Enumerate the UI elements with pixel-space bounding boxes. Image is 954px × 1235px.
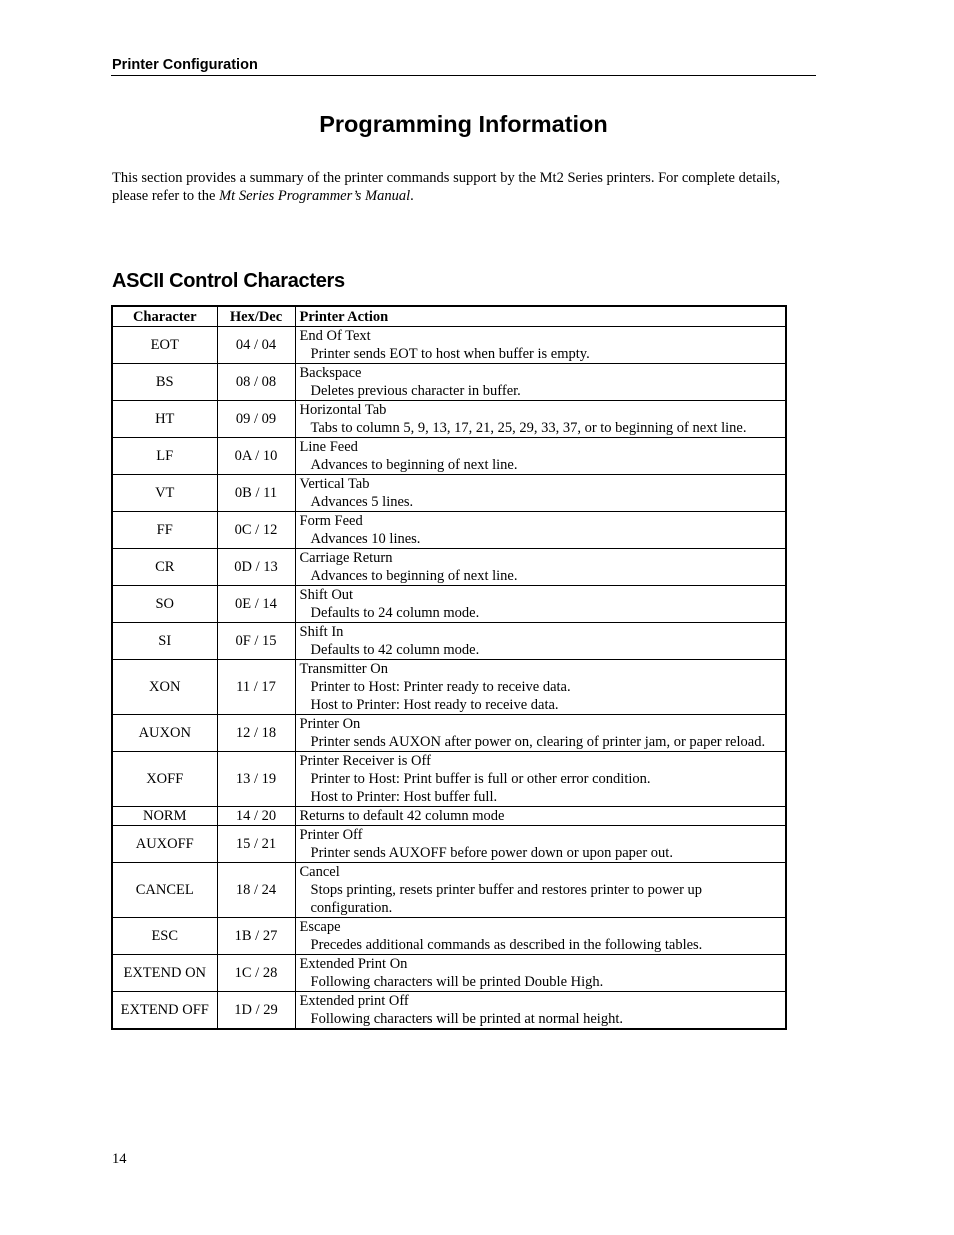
cell-action: [295, 826, 786, 863]
cell-character: SI: [112, 623, 217, 660]
action-description: Host to Printer: Host buffer full.: [310, 789, 498, 805]
cell-action: [295, 715, 786, 752]
table-body: [112, 327, 786, 1030]
table-row: [112, 826, 786, 863]
cell-action: [295, 549, 786, 586]
cell-action: [295, 752, 786, 807]
cell-character: EOT: [112, 327, 217, 364]
action-title: Printer On: [299, 716, 361, 732]
action-title: Form Feed: [299, 513, 363, 529]
cell-action: [295, 327, 786, 364]
action-description: Stops printing, resets printer buffer and restores printer to power up configuration.: [310, 882, 703, 916]
action-title: Extended Print On: [299, 956, 408, 972]
cell-character: XON: [112, 660, 217, 715]
table-row: [112, 438, 786, 475]
cell-character: EXTEND OFF: [112, 992, 217, 1030]
cell-hexdec: 18 / 24: [217, 863, 295, 918]
table-row: [112, 475, 786, 512]
table-row: [112, 327, 786, 364]
table-row: [112, 752, 786, 807]
cell-character: AUXON: [112, 715, 217, 752]
cell-character: BS: [112, 364, 217, 401]
page-number: 14: [112, 1151, 127, 1167]
intro-paragraph: [112, 169, 812, 205]
page-title: Programming Information: [319, 111, 608, 137]
cell-hexdec: 04 / 04: [217, 327, 295, 364]
action-description: Defaults to 42 column mode.: [310, 642, 480, 658]
cell-hexdec: 13 / 19: [217, 752, 295, 807]
action-title: End Of Text: [299, 328, 371, 344]
action-description: Following characters will be printed at normal height.: [310, 1011, 623, 1027]
table-row: [112, 401, 786, 438]
ascii-control-table: [111, 305, 787, 1030]
cell-character: EXTEND ON: [112, 955, 217, 992]
cell-character: XOFF: [112, 752, 217, 807]
header-character: Character: [112, 306, 217, 327]
action-title: Line Feed: [299, 439, 358, 455]
action-description: Deletes previous character in buffer.: [310, 383, 521, 399]
cell-action: [295, 992, 786, 1030]
cell-character: FF: [112, 512, 217, 549]
cell-hexdec: 0B / 11: [217, 475, 295, 512]
action-title: Returns to default 42 column mode: [299, 808, 505, 824]
manual-title: Mt Series Programmer’s Manual: [219, 188, 411, 204]
table-row: [112, 918, 786, 955]
cell-hexdec: 15 / 21: [217, 826, 295, 863]
cell-character: LF: [112, 438, 217, 475]
cell-action: [295, 918, 786, 955]
cell-action: [295, 660, 786, 715]
action-description: Advances to beginning of next line.: [310, 568, 518, 584]
action-title: Shift In: [299, 624, 344, 640]
cell-hexdec: 0A / 10: [217, 438, 295, 475]
cell-character: VT: [112, 475, 217, 512]
action-title: Transmitter On: [299, 661, 388, 677]
cell-hexdec: 09 / 09: [217, 401, 295, 438]
table-row: [112, 586, 786, 623]
cell-action: [295, 955, 786, 992]
cell-action: [295, 438, 786, 475]
table-row: [112, 863, 786, 918]
table-row: [112, 512, 786, 549]
action-title: Extended print Off: [299, 993, 409, 1009]
table-row: [112, 992, 786, 1030]
cell-action: [295, 807, 786, 826]
cell-character: CR: [112, 549, 217, 586]
cell-action: [295, 512, 786, 549]
action-description: Printer sends AUXOFF before power down or upon paper out.: [310, 845, 673, 861]
action-description: Printer sends AUXON after power on, clearing of printer jam, or paper reload.: [310, 734, 766, 750]
action-title: Escape: [299, 919, 341, 935]
cell-hexdec: 14 / 20: [217, 807, 295, 826]
cell-action: [295, 863, 786, 918]
action-description: Printer sends EOT to host when buffer is empty.: [310, 346, 590, 362]
cell-hexdec: 0F / 15: [217, 623, 295, 660]
table-row: [112, 955, 786, 992]
action-title: Carriage Return: [299, 550, 393, 566]
action-title: Vertical Tab: [299, 476, 370, 492]
action-title: Printer Off: [299, 827, 363, 843]
section-title: ASCII Control Characters: [112, 270, 345, 292]
cell-hexdec: 0E / 14: [217, 586, 295, 623]
cell-hexdec: 08 / 08: [217, 364, 295, 401]
cell-hexdec: 12 / 18: [217, 715, 295, 752]
table-row: [112, 364, 786, 401]
cell-action: [295, 401, 786, 438]
table-row: [112, 660, 786, 715]
action-description: Tabs to column 5, 9, 13, 17, 21, 25, 29, 33, 37, or to beginning of next line.: [310, 420, 747, 436]
intro-text: This section provides a summary of the printer commands support by the Mt2 Series printers. For complete details, please refer to the: [112, 170, 781, 204]
cell-character: ESC: [112, 918, 217, 955]
cell-action: [295, 475, 786, 512]
header-action: Printer Action: [295, 306, 786, 327]
action-description: Printer to Host: Printer ready to receive data.: [310, 679, 571, 695]
intro-text-end: .: [410, 188, 414, 204]
cell-action: [295, 586, 786, 623]
action-description: Advances 10 lines.: [310, 531, 421, 547]
action-title: Printer Receiver is Off: [299, 753, 431, 769]
cell-hexdec: 11 / 17: [217, 660, 295, 715]
cell-character: NORM: [112, 807, 217, 826]
cell-action: [295, 364, 786, 401]
cell-hexdec: 1B / 27: [217, 918, 295, 955]
action-description: Printer to Host: Print buffer is full or other error condition.: [310, 771, 651, 787]
header-rule: [111, 75, 816, 76]
cell-hexdec: 1C / 28: [217, 955, 295, 992]
action-description: Defaults to 24 column mode.: [310, 605, 480, 621]
cell-hexdec: 0D / 13: [217, 549, 295, 586]
running-header: Printer Configuration: [112, 57, 258, 73]
action-description: Host to Printer: Host ready to receive data.: [310, 697, 559, 713]
header-hexdec: Hex/Dec: [217, 306, 295, 327]
cell-action: [295, 623, 786, 660]
table-row: [112, 549, 786, 586]
table-row: [112, 807, 786, 826]
action-title: Horizontal Tab: [299, 402, 387, 418]
action-description: Advances to beginning of next line.: [310, 457, 518, 473]
action-title: Shift Out: [299, 587, 354, 603]
cell-character: AUXOFF: [112, 826, 217, 863]
cell-hexdec: 1D / 29: [217, 992, 295, 1030]
cell-character: SO: [112, 586, 217, 623]
action-description: Precedes additional commands as described in the following tables.: [310, 937, 703, 953]
action-title: Cancel: [299, 864, 340, 880]
cell-hexdec: 0C / 12: [217, 512, 295, 549]
table-row: [112, 715, 786, 752]
table-row: [112, 623, 786, 660]
cell-character: HT: [112, 401, 217, 438]
cell-character: CANCEL: [112, 863, 217, 918]
action-title: Backspace: [299, 365, 362, 381]
action-description: Advances 5 lines.: [310, 494, 414, 510]
action-description: Following characters will be printed Double High.: [310, 974, 604, 990]
table-header-row: [112, 306, 786, 327]
